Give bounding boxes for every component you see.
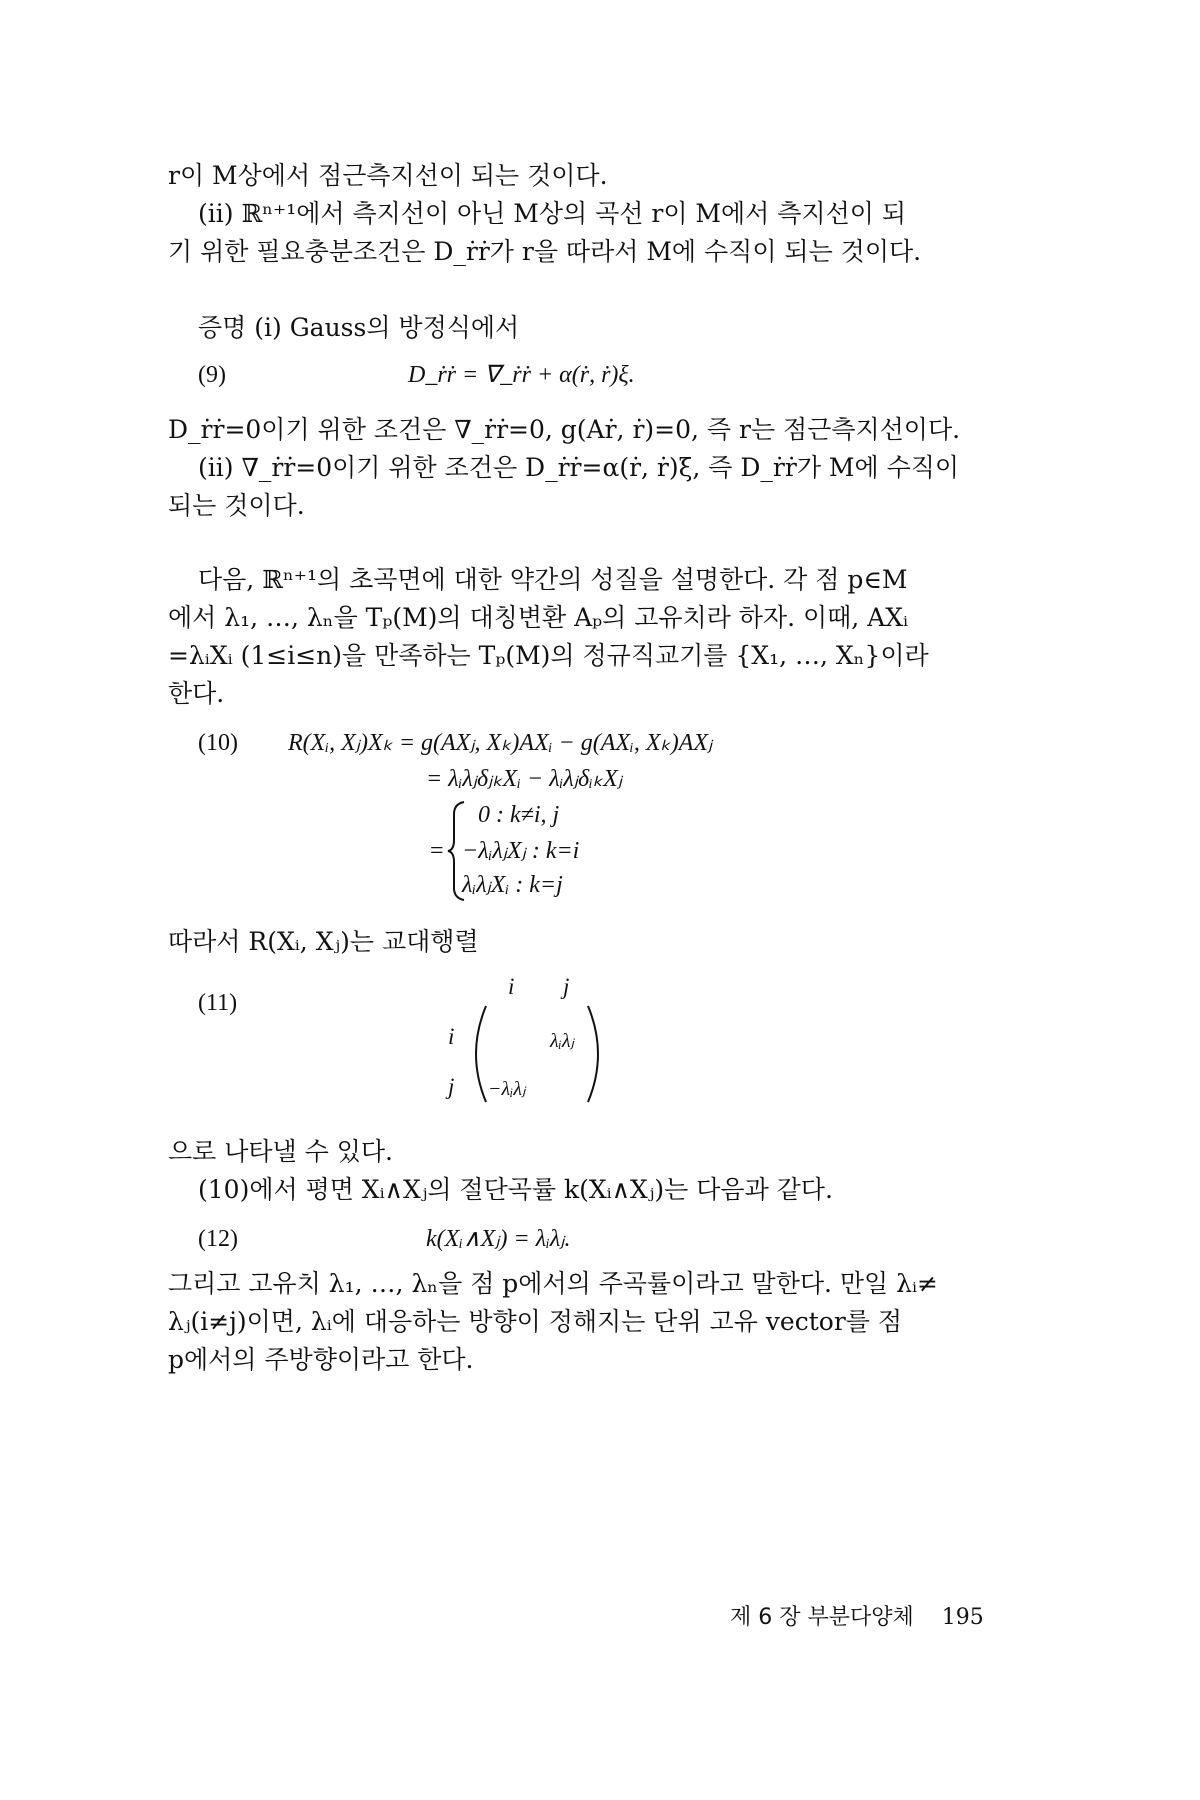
matrix-col-label: j — [563, 974, 570, 999]
text-line: 따라서 R(Xᵢ, Xⱼ)는 교대행렬 — [168, 927, 479, 956]
equation-12: k(Xᵢ∧Xⱼ) = λᵢλⱼ. — [426, 1226, 571, 1252]
text-line: D_ṙṙ=0이기 위한 조건은 ∇_ṙṙ=0, g(Aṙ, ṙ)=0, 즉 r는 점근측지선이다. — [168, 415, 961, 444]
right-paren-icon — [584, 1004, 610, 1104]
page-footer — [730, 1600, 984, 1631]
equation-9: D_ṙṙ = ∇_ṙṙ + α(ṙ, ṙ)ξ. — [408, 362, 635, 388]
text-line: 되는 것이다. — [168, 491, 305, 520]
text-line: p에서의 주방향이라고 한다. — [168, 1345, 474, 1374]
paragraph-line: 다음, ℝⁿ⁺¹의 초곡면에 대한 약간의 성질을 설명한다. 각 점 p∈M — [198, 565, 908, 594]
page-number: 195 — [941, 1605, 984, 1630]
paragraph-line: 에서 λ₁, …, λₙ을 Tₚ(M)의 대칭변환 Aₚ의 고유치라 하자. 이때, AXᵢ — [168, 603, 909, 632]
left-paren-icon — [464, 1004, 490, 1104]
matrix-row-label: i — [448, 1024, 455, 1049]
text-line: r이 M상에서 점근측지선이 되는 것이다. — [168, 161, 608, 190]
equation-number: (12) — [198, 1226, 238, 1252]
equation-number: (10) — [198, 730, 238, 756]
text-line: 으로 나타낼 수 있다. — [168, 1137, 393, 1166]
paragraph-line: 한다. — [168, 679, 225, 708]
case-line: λᵢλⱼXᵢ : k=j — [462, 872, 563, 898]
matrix-col-label: i — [508, 974, 515, 999]
equation-10-line2: = λᵢλⱼδⱼₖXᵢ − λᵢλⱼδᵢₖXⱼ — [426, 766, 623, 792]
text-line: 그리고 고유치 λ₁, …, λₙ을 점 p에서의 주곡률이라고 말한다. 만일 λᵢ≠ — [168, 1269, 938, 1298]
matrix-entry: −λᵢλⱼ — [488, 1078, 526, 1100]
text-line: λⱼ(i≠j)이면, λᵢ에 대응하는 방향이 정해지는 단위 고유 vector를 점 — [168, 1307, 903, 1336]
equation-number: (11) — [198, 990, 238, 1016]
matrix-entry: λᵢλⱼ — [550, 1030, 574, 1052]
text-line: 기 위한 필요충분조건은 D_ṙṙ가 r을 따라서 M에 수직이 되는 것이다. — [168, 237, 922, 266]
equation-number: (9) — [198, 362, 226, 388]
case-line: 0 : k≠i, j — [478, 802, 560, 828]
chapter-title: 제 6 장 부분다양체 — [730, 1605, 914, 1630]
equals-sign: = — [430, 838, 444, 864]
paragraph-line: =λᵢXᵢ (1≤i≤n)을 만족하는 Tₚ(M)의 정규직교기를 {X₁, …, Xₙ}이라 — [168, 641, 929, 670]
case-line: −λᵢλⱼXⱼ : k=i — [462, 838, 580, 864]
matrix-row-label: j — [448, 1074, 455, 1099]
text-line: (ii) ℝⁿ⁺¹에서 측지선이 아닌 M상의 곡선 r이 M에서 측지선이 되 — [198, 199, 906, 228]
text-line: (10)에서 평면 Xᵢ∧Xⱼ의 절단곡률 k(Xᵢ∧Xⱼ)는 다음과 같다. — [198, 1175, 833, 1204]
equation-10-line1: R(Xᵢ, Xⱼ)Xₖ = g(AXⱼ, Xₖ)AXᵢ − g(AXᵢ, Xₖ)AXⱼ — [288, 730, 713, 756]
proof-heading: 증명 (i) Gauss의 방정식에서 — [198, 313, 520, 342]
text-line: (ii) ∇_ṙṙ=0이기 위한 조건은 D_ṙṙ=α(ṙ, ṙ)ξ, 즉 D_ṙṙ가 M에 수직이 — [198, 453, 960, 482]
